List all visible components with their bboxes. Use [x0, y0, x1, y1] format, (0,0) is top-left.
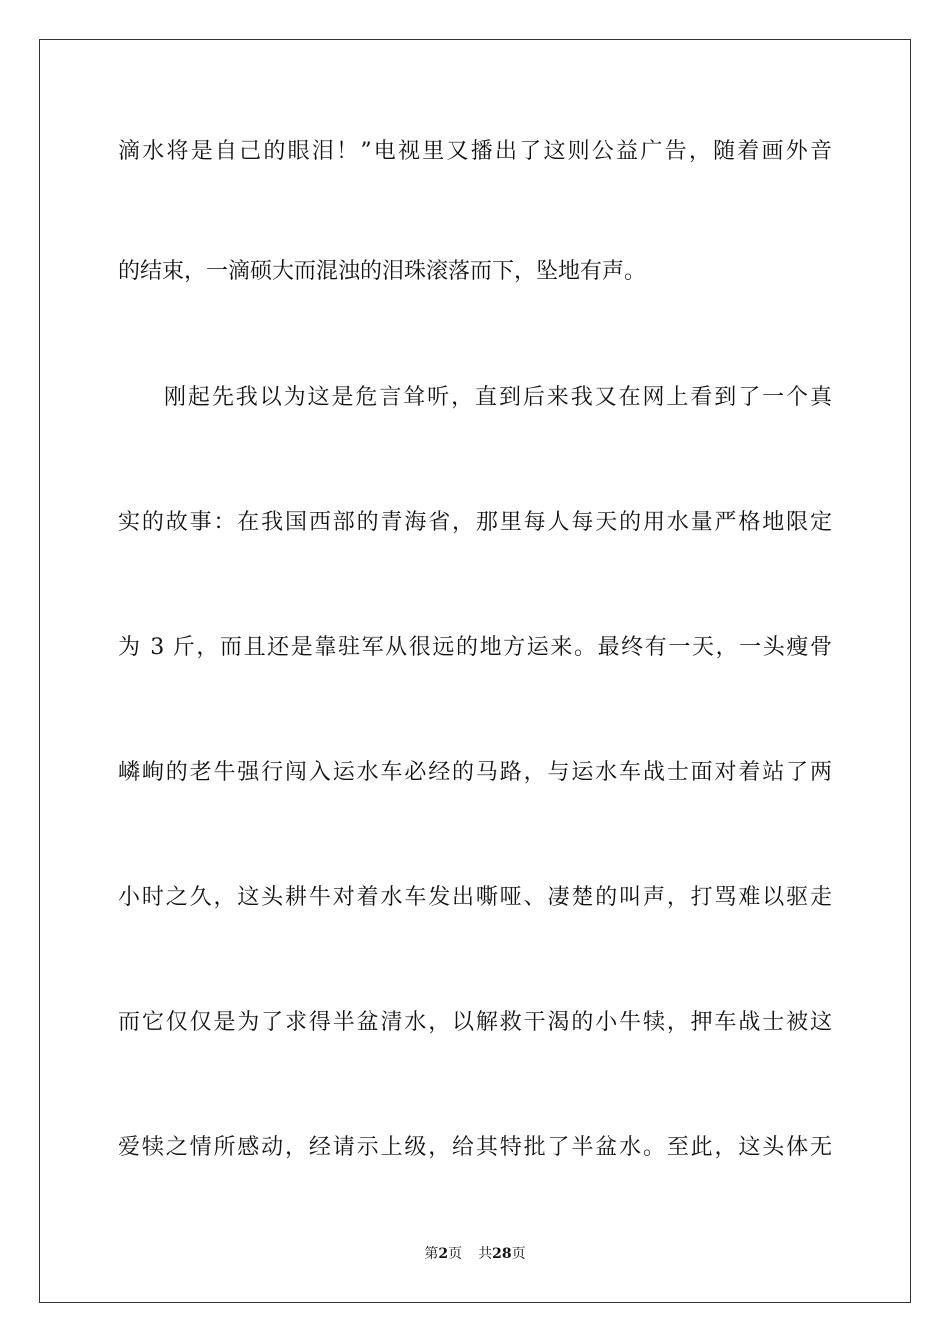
text-line-8: 而它仅仅是为了求得半盆清水，以解救干渴的小牛犊，押车战士被这: [118, 1010, 832, 1035]
page-footer: [0, 1244, 950, 1264]
total-suffix: 页: [511, 1246, 526, 1262]
text-line-4: 实的故事：在我国西部的青海省，那里每人每天的用水量严格地限定: [118, 510, 832, 535]
page-prefix: 第: [424, 1246, 439, 1262]
text-line-2: 的结束，一滴硕大而混浊的泪珠滚落而下，坠地有声。: [118, 259, 647, 284]
text-line-1: 滴水将是自己的眼泪！”电视里又播出了这则公益广告，随着画外音: [118, 139, 832, 164]
page-suffix: 页: [448, 1246, 463, 1262]
text-line-7: 小时之久，这头耕牛对着水车发出嘶哑、凄楚的叫声，打骂难以驱走: [118, 885, 832, 910]
page-number: 2: [438, 1246, 449, 1262]
page-total: 28: [492, 1246, 512, 1262]
text-line-9: 爱犊之情所感动，经请示上级，给其特批了半盆水。至此，这头体无: [118, 1135, 832, 1160]
total-prefix: 共: [478, 1246, 493, 1262]
text-line-6: 嶙峋的老牛强行闯入运水车必经的马路，与运水车战士面对着站了两: [118, 760, 832, 785]
text-line-5: 为 3 斤，而且还是靠驻军从很远的地方运来。最终有一天，一头瘦骨: [118, 635, 832, 660]
paragraph-first-line: 刚起先我以为这是危言耸听，直到后来我又在网上看到了一个真: [164, 385, 832, 410]
page-border: [39, 39, 911, 1303]
